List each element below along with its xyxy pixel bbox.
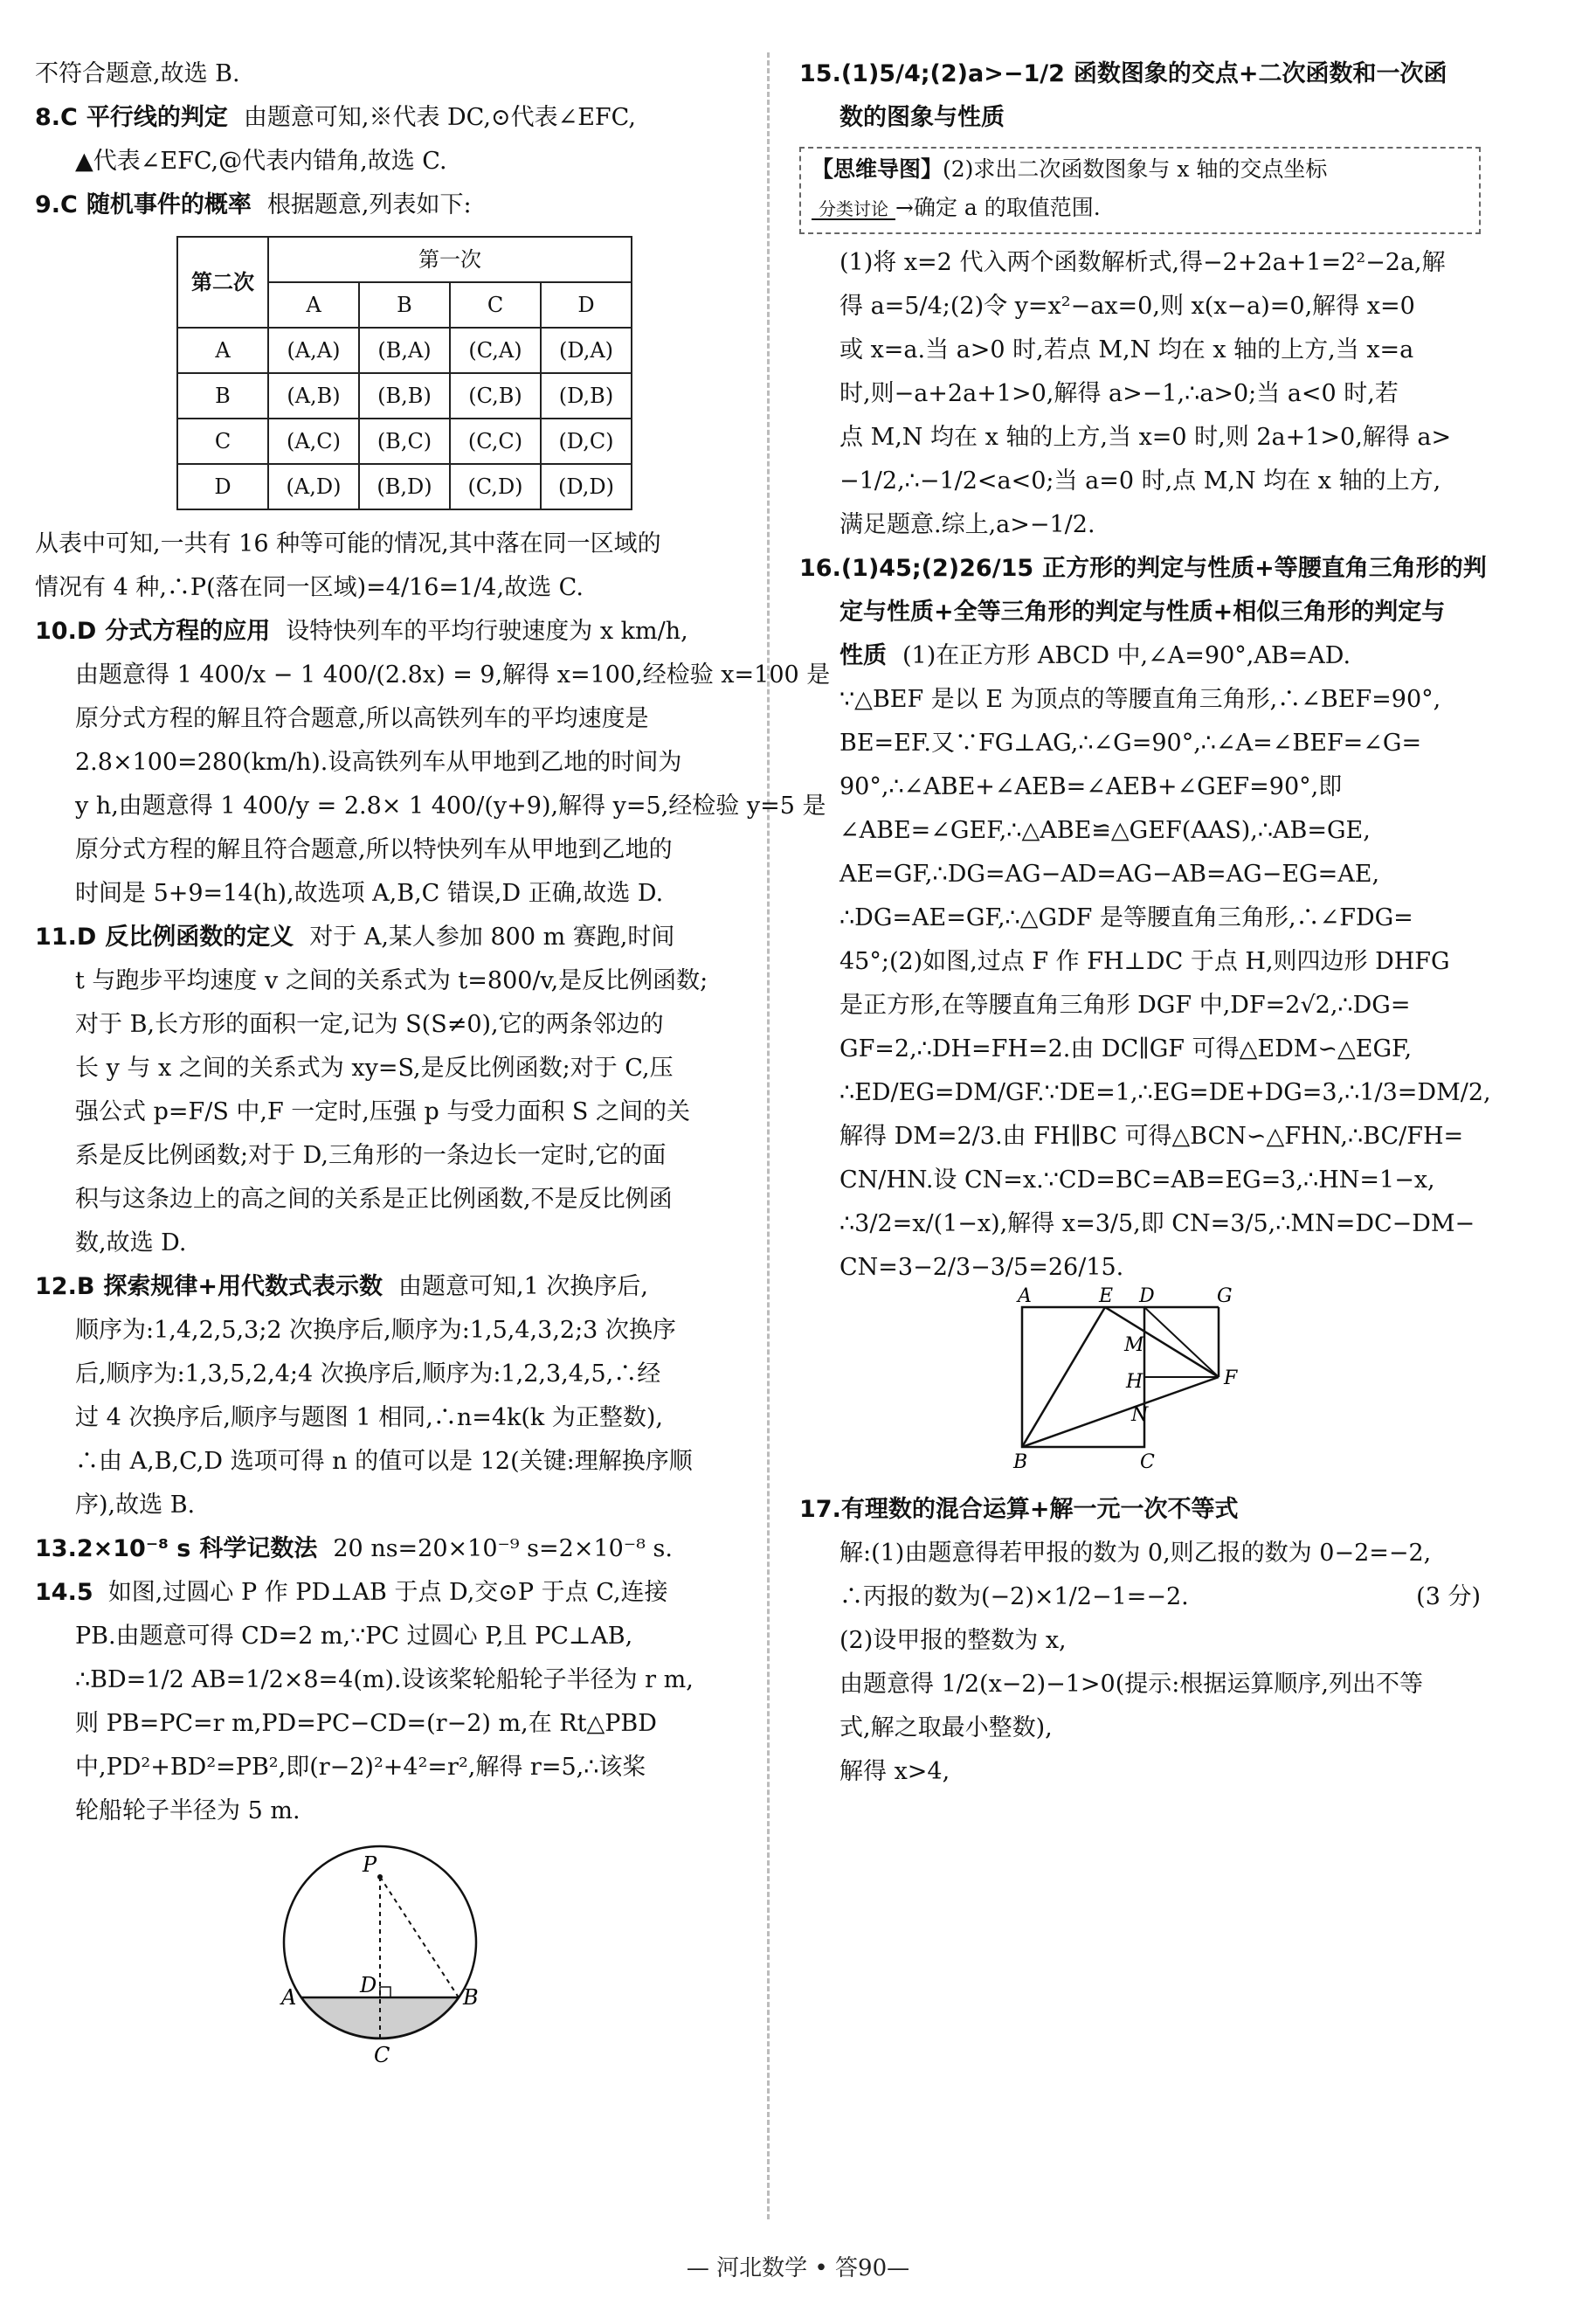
q16-text-15: CN=3−2/3−3/5=26/15. [839, 1254, 1124, 1281]
question-13 [35, 1527, 751, 1571]
q16-text-10: GF=2,∴DH=FH=2.由 DC∥GF 可得△EDM∽△EGF, [839, 1035, 1413, 1063]
square-figure [799, 1285, 1481, 1473]
q15-knowledge-point: 函数图象的交点+二次函数和一次函 [1073, 60, 1447, 87]
label-m: M [1124, 1334, 1144, 1356]
q16-text-2: ∵△BEF 是以 E 为顶点的等腰直角三角形,∴∠BEF=90°, [839, 686, 1441, 713]
q9-knowledge-point: 随机事件的概率 [86, 191, 252, 218]
arrow-icon: → [895, 195, 914, 220]
q15-text-4: 时,则−a+2a+1>0,解得 a>−1,∴a>0;当 a<0 时,若 [839, 380, 1399, 407]
q11-text-8: 数,故选 D. [75, 1229, 187, 1256]
q14-text-1: 如图,过圆心 P 作 PD⊥AB 于点 D,交⊙P 于点 C,连接 [107, 1579, 668, 1606]
right-angle-mark [380, 1987, 390, 1997]
q12-text-2: 顺序为:1,4,2,5,3;2 次换序后,顺序为:1,5,4,3,2;3 次换序 [75, 1317, 676, 1344]
q15-knowledge-point-2: 数的图象与性质 [839, 104, 1005, 131]
q15-text-2: 得 a=5/4;(2)令 y=x²−ax=0,则 x(x−a)=0,解得 x=0 [839, 293, 1415, 320]
q10-text-4: 2.8×100=280(km/h).设高铁列车从甲地到乙地的时间为 [75, 749, 682, 776]
q12-text-6: 序),故选 B. [75, 1492, 196, 1519]
label-h: H [1126, 1371, 1143, 1393]
question-11 [35, 916, 751, 1265]
q11-text-6: 系是反比例函数;对于 D,三角形的一条边长一定时,它的面 [75, 1142, 667, 1169]
q12-number: 12.B [35, 1273, 95, 1300]
table-cell: (D,B) [541, 373, 632, 419]
q10-text-3: 原分式方程的解且符合题意,所以高铁列车的平均速度是 [75, 705, 649, 732]
q12-text-5: ∴由 A,B,C,D 选项可得 n 的值可以是 12(关键:理解换序顺 [75, 1448, 693, 1475]
row-header: D [177, 464, 268, 509]
col-header: D [541, 282, 632, 328]
q16-text-8: 45°;(2)如图,过点 F 作 FH⊥DC 于点 H,则四边形 DHFG [839, 948, 1450, 975]
table-cell: (C,D) [450, 464, 541, 509]
q11-number: 11.D [35, 924, 97, 951]
wheel-circle-figure [35, 1833, 751, 2078]
label-g: G [1217, 1285, 1233, 1307]
line-df [1144, 1307, 1219, 1377]
table-cell: (C,C) [450, 419, 541, 464]
q17-text-6: 解得 x>4, [839, 1758, 950, 1785]
table-cell: (D,C) [541, 419, 632, 464]
question-17 [799, 1488, 1481, 1794]
q16-text-9: 是正方形,在等腰直角三角形 DGF 中,DF=2√2,∴DG= [839, 992, 1411, 1019]
q15-text-7: 满足题意.综上,a>−1/2. [839, 511, 1095, 538]
q16-text-13: CN/HN.设 CN=x.∵CD=BC=AB=EG=3,∴HN=1−x, [839, 1166, 1435, 1194]
label-b: B [1013, 1451, 1028, 1473]
q12-text-1: 由题意可知,1 次换序后, [398, 1273, 648, 1300]
label-b: B [463, 1985, 479, 2010]
q7-tail: 不符合题意,故选 B. [35, 60, 240, 87]
table-row [177, 419, 632, 464]
table-cell: (B,A) [359, 328, 450, 373]
question-10 [35, 610, 831, 916]
table-cell: (A,B) [268, 373, 359, 419]
q8-text-2: ▲代表∠EFC,@代表内错角,故选 C. [75, 148, 447, 175]
q17-text-1: 解:(1)由题意得若甲报的数为 0,则乙报的数为 0−2=−2, [839, 1540, 1432, 1567]
label-d: D [1139, 1285, 1155, 1307]
q10-text-2: 由题意得 1 400/x − 1 400/(2.8x) = 9,解得 x=100,经检验 x=100 是 [75, 661, 831, 689]
label-f: F [1224, 1367, 1238, 1389]
question-12 [35, 1265, 751, 1527]
mind-map-step-1: (2)求出二次函数图象与 x 轴的交点坐标 [943, 156, 1328, 182]
q8-number: 8.C [35, 104, 78, 131]
label-e: E [1099, 1285, 1114, 1307]
q10-knowledge-point: 分式方程的应用 [105, 618, 271, 645]
q11-text-2: t 与跑步平均速度 v 之间的关系式为 t=800/v,是反比例函数; [75, 967, 708, 994]
q17-knowledge-point: 有理数的混合运算+解一元一次不等式 [840, 1496, 1239, 1523]
table-cell: (A,A) [268, 328, 359, 373]
q17-text-2: ∴丙报的数为(−2)×1/2−1=−2. [839, 1583, 1189, 1610]
q9-text-3: 情况有 4 种,∴P(落在同一区域)=4/16=1/4,故选 C. [35, 574, 584, 601]
q9-text-2: 从表中可知,一共有 16 种等可能的情况,其中落在同一区域的 [35, 530, 661, 557]
question-15 [799, 52, 1481, 547]
q10-text-7: 时间是 5+9=14(h),故选项 A,B,C 错误,D 正确,故选 D. [75, 880, 664, 907]
q13-knowledge-point: 科学记数法 [199, 1535, 318, 1562]
label-c: C [374, 2043, 390, 2067]
table-top-header: 第一次 [268, 237, 632, 282]
table-cell: (D,A) [541, 328, 632, 373]
q16-number: 16. [799, 555, 841, 582]
q15-text-3: 或 x=a.当 a>0 时,若点 M,N 均在 x 轴的上方,当 x=a [839, 336, 1414, 363]
q11-text-5: 强公式 p=F/S 中,F 一定时,压强 p 与受力面积 S 之间的关 [75, 1098, 690, 1125]
q15-answer: (1)5/4;(2)a>−1/2 [840, 60, 1065, 87]
table-corner: 第二次 [177, 237, 268, 328]
q9-number: 9.C [35, 191, 78, 218]
q17-number: 17. [799, 1496, 841, 1523]
q16-text-4: 90°,∴∠ABE+∠AEB=∠AEB+∠GEF=90°,即 [839, 773, 1343, 800]
label-c: C [1140, 1451, 1155, 1473]
label-a: A [1018, 1285, 1032, 1307]
center-point [377, 1874, 383, 1879]
table-row [177, 373, 632, 419]
line-be [1022, 1307, 1105, 1447]
q8-text-1: 由题意可知,※代表 DC,⊙代表∠EFC, [243, 104, 636, 131]
label-d: D [360, 1973, 377, 1997]
q13-answer: 2×10⁻⁸ s [76, 1535, 191, 1562]
line-ef [1105, 1307, 1219, 1377]
table-cell: (B,B) [359, 373, 450, 419]
col-header: A [268, 282, 359, 328]
table-cell: (B,D) [359, 464, 450, 509]
q11-text-1: 对于 A,某人参加 800 m 赛跑,时间 [309, 924, 675, 951]
q8-knowledge-point: 平行线的判定 [86, 104, 228, 131]
q14-text-3: ∴BD=1/2 AB=1/2×8=4(m).设该桨轮船轮子半径为 r m, [75, 1666, 694, 1693]
q14-text-5: 中,PD²+BD²=PB²,即(r−2)²+4²=r²,解得 r=5,∴该桨 [75, 1754, 646, 1781]
q15-text-1: (1)将 x=2 代入两个函数解析式,得−2+2a+1=2²−2a,解 [839, 249, 1446, 276]
q11-knowledge-point: 反比例函数的定义 [105, 924, 294, 951]
q16-text-6: AE=GF,∴DG=AG−AD=AG−AB=AG−EG=AE, [839, 861, 1380, 888]
q14-number: 14. [35, 1579, 77, 1606]
label-n: N [1131, 1404, 1149, 1426]
q11-text-4: 长 y 与 x 之间的关系式为 xy=S,是反比例函数;对于 C,压 [75, 1055, 674, 1082]
q17-text-3: (2)设甲报的整数为 x, [839, 1627, 1067, 1654]
q16-text-5: ∠ABE=∠GEF,∴△ABE≌△GEF(AAS),∴AB=GE, [839, 817, 1371, 844]
label-p: P [363, 1852, 377, 1877]
question-9 [35, 183, 751, 610]
question-16 [799, 547, 1491, 1488]
table-cell: (D,D) [541, 464, 632, 509]
q16-answer: (1)45;(2)26/15 [840, 555, 1034, 582]
pb-line [380, 1877, 459, 1997]
table-row [177, 328, 632, 373]
q15-number: 15. [799, 60, 841, 87]
table-cell: (A,D) [268, 464, 359, 509]
q10-text-1: 设特快列车的平均行驶速度为 x km/h, [286, 618, 688, 645]
right-column [799, 52, 1491, 1794]
q16-text-7: ∴DG=AE=GF,∴△GDF 是等腰直角三角形,∴∠FDG= [839, 904, 1413, 931]
mind-map-box [799, 147, 1481, 234]
q12-text-4: 过 4 次换序后,顺序与题图 1 相同,∴n=4k(k 为正整数), [75, 1404, 663, 1431]
page-footer: — 河北数学 • 答90— [686, 2255, 910, 2281]
row-header: C [177, 419, 268, 464]
q15-text-6: −1/2,∴−1/2<a<0;当 a=0 时,点 M,N 均在 x 轴的上方, [839, 467, 1441, 495]
q10-number: 10.D [35, 618, 97, 645]
q17-text-5: 式,解之取最小整数), [839, 1714, 1053, 1741]
q10-text-6: 原分式方程的解且符合题意,所以特快列车从甲地到乙地的 [75, 836, 673, 863]
q12-text-3: 后,顺序为:1,3,5,2,4;4 次换序后,顺序为:1,2,3,4,5,∴经 [75, 1360, 661, 1388]
q16-knowledge-point-3: 性质 [839, 642, 887, 669]
col-header: B [359, 282, 450, 328]
row-header: A [177, 328, 268, 373]
q17-text-4: 由题意得 1/2(x−2)−1>0(提示:根据运算顺序,列出不等 [839, 1671, 1423, 1698]
score-label: (3 分) [1416, 1583, 1481, 1610]
row-header: B [177, 373, 268, 419]
question-8 [35, 96, 751, 183]
column-divider [767, 52, 770, 2219]
q16-knowledge-point: 正方形的判定与性质+等腰直角三角形的判 [1042, 555, 1487, 582]
mind-map-arrow: 分类讨论 [812, 199, 895, 220]
line-bf [1022, 1377, 1219, 1447]
q14-answer: 5 [76, 1579, 93, 1606]
col-header: C [450, 282, 541, 328]
q12-knowledge-point: 探索规律+用代数式表示数 [103, 1273, 383, 1300]
q11-text-3: 对于 B,长方形的面积一定,记为 S(S≠0),它的两条邻边的 [75, 1011, 664, 1038]
q14-text-2: PB.由题意可得 CD=2 m,∵PC 过圆心 P,且 PC⊥AB, [75, 1623, 633, 1650]
mind-map-title: 【思维导图】 [812, 156, 943, 182]
q14-text-6: 轮船轮子半径为 5 m. [75, 1797, 301, 1824]
question-14 [35, 1571, 751, 2093]
table-cell: (A,C) [268, 419, 359, 464]
q14-text-4: 则 PB=PC=r m,PD=PC−CD=(r−2) m,在 Rt△PBD [75, 1710, 657, 1737]
outcome-table [176, 236, 632, 510]
q13-text-1: 20 ns=20×10⁻⁹ s=2×10⁻⁸ s. [333, 1535, 673, 1562]
table-cell: (C,A) [450, 328, 541, 373]
q16-text-1: (1)在正方形 ABCD 中,∠A=90°,AB=AD. [902, 642, 1351, 669]
q16-text-12: 解得 DM=2/3.由 FH∥BC 可得△BCN∽△FHN,∴BC/FH= [839, 1123, 1464, 1150]
q10-text-5: y h,由题意得 1 400/y = 2.8× 1 400/(y+9),解得 y=5,经检验 y=5 是 [75, 793, 826, 820]
q16-knowledge-point-2: 定与性质+全等三角形的判定与性质+相似三角形的判定与 [839, 599, 1446, 626]
mind-map-step-2: 确定 a 的取值范围. [913, 195, 1101, 220]
q13-number: 13. [35, 1535, 77, 1562]
q15-text-5: 点 M,N 均在 x 轴的上方,当 x=0 时,则 2a+1>0,解得 a> [839, 424, 1452, 451]
table-cell: (B,C) [359, 419, 450, 464]
label-a: A [281, 1985, 297, 2010]
q16-text-3: BE=EF.又∵FG⊥AG,∴∠G=90°,∴∠A=∠BEF=∠G= [839, 730, 1422, 757]
table-row [177, 464, 632, 509]
q11-text-7: 积与这条边上的高之间的关系是正比例函数,不是反比例函 [75, 1186, 673, 1213]
table-cell: (C,B) [450, 373, 541, 419]
q16-text-11: ∴ED/EG=DM/GF.∵DE=1,∴EG=DE+DG=3,∴1/3=DM/2, [839, 1079, 1491, 1106]
q9-text-1: 根据题意,列表如下: [266, 191, 472, 218]
q16-text-14: ∴3/2=x/(1−x),解得 x=3/5,即 CN=3/5,∴MN=DC−DM− [839, 1210, 1475, 1237]
